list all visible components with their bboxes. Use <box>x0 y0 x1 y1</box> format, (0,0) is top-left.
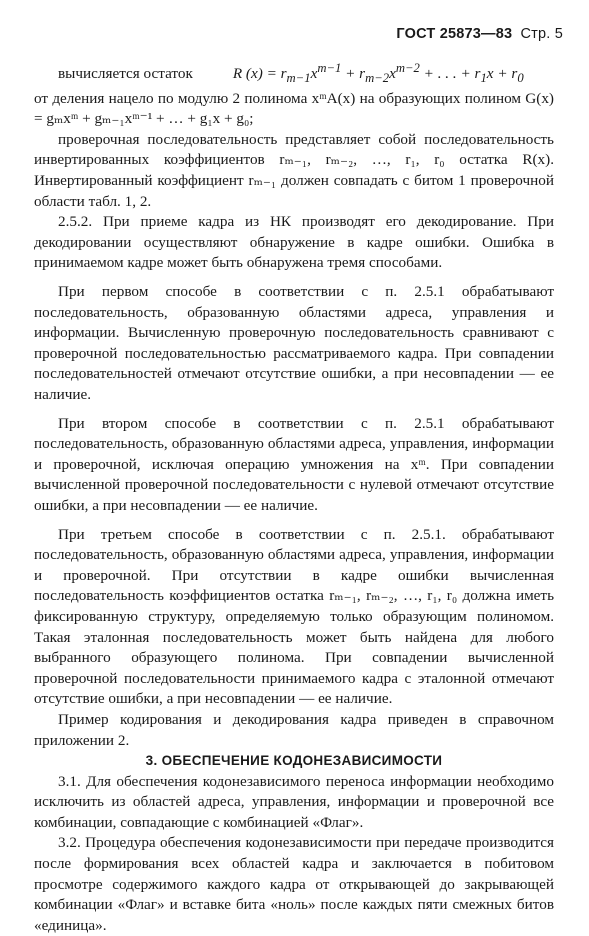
page-header <box>396 26 563 42</box>
paragraph-3-1: 3.1. Для обеспечения кодонезависимого переноса информации необходимо исключить из областей адреса, управления, информации и проверочной все комбинации, совпадающие с комбинацией «Флаг». <box>34 772 554 831</box>
paragraph-3-2: 3.2. Процедура обеспечения кодонезависимости при передаче производится после формирования всех областей кадра и заключается в побитовом просмотре содержимого каждого кадра от открывающей до закрывающей комбинации «Флаг» и вставке бита «ноль» после каждых пяти смежных битов «единица». <box>34 834 554 934</box>
paragraph-example-ref: Пример кодирования и декодирования кадра приведен в справочном приложении 2. <box>34 710 554 749</box>
paragraph-check-sequence: проверочная последовательность представляет собой последовательность инвертированных коэффициентов rₘ₋₁, rₘ₋₂, …, r₁, r₀ остатка R(x). Инвертированный коэффициент rₘ₋₁ должен совпадать с битом 1 проверочной области табл. 1, 2. <box>34 130 554 210</box>
paragraph-2-5-2: 2.5.2. При приеме кадра из НК производят его декодирование. При декодировании осуществляют обнаружение в кадре ошибки. Ошибка в принимаемом кадре может быть обнаружена тремя способами. <box>34 213 554 272</box>
standard-number: ГОСТ 25873—83 <box>396 26 513 42</box>
page-number: Стр. 5 <box>520 26 563 42</box>
paragraph-method-3: При третьем способе в соответствии с п. 2.5.1. обрабатывают последовательность, образованную областями адреса, управления, информации и проверочной. При отсутствии в кадре ошибки вычисленная последовательность коэффициентов остатка rₘ₋₁, rₘ₋₂, …, r₁, r₀ должна иметь фиксированную структуру, определяемую только образующим полиномом. Такая эталонная последовательность может быть найдена для любого выбранного образующего полинома. При совпадении вычисленной проверочной последовательности принимаемого кадра с эталонной отмечают отсутствие ошибки, а при несовпадении — ее наличие. <box>34 525 554 708</box>
section-title: 3. ОБЕСПЕЧЕНИЕ КОДОНЕЗАВИСИМОСТИ <box>145 753 443 769</box>
paragraph-remainder-formula: вычисляется остаток R $(x) = r_{m-1}x^{m-1} + r_{m-2}x^{m-2}$ + . . . + $r_1x + r_0$ <box>58 61 524 86</box>
paragraph-method-2: При втором способе в соответствии с п. 2.5.1 обрабатывают последовательность, образованную областями адреса, управления, информации и проверочной, исключая операцию умножения на xᵐ. При совпадении вычисленной проверочной последовательности с нулевой отмечают отсутствие ошибки, а при несовпадении — ее наличие. <box>34 414 554 514</box>
paragraph-division: от деления нацело по модулю 2 полинома xᵐA(x) на образующих полином G(x) = gₘxᵐ + gₘ₋₁xᵐ⁻¹ + … + g₁x + g₀; <box>34 89 554 128</box>
document-body <box>34 58 554 936</box>
paragraph-method-1: При первом способе в соответствии с п. 2.5.1 обрабатывают последовательность, образованную областями адреса, управления и информации. Вычисленную проверочную последовательность сравнивают с проверочной последовательностью рассматриваемого кадра. При совпадении последовательностей отмечают отсутствие ошибки, а при несовпадении — ее наличие. <box>34 283 554 403</box>
